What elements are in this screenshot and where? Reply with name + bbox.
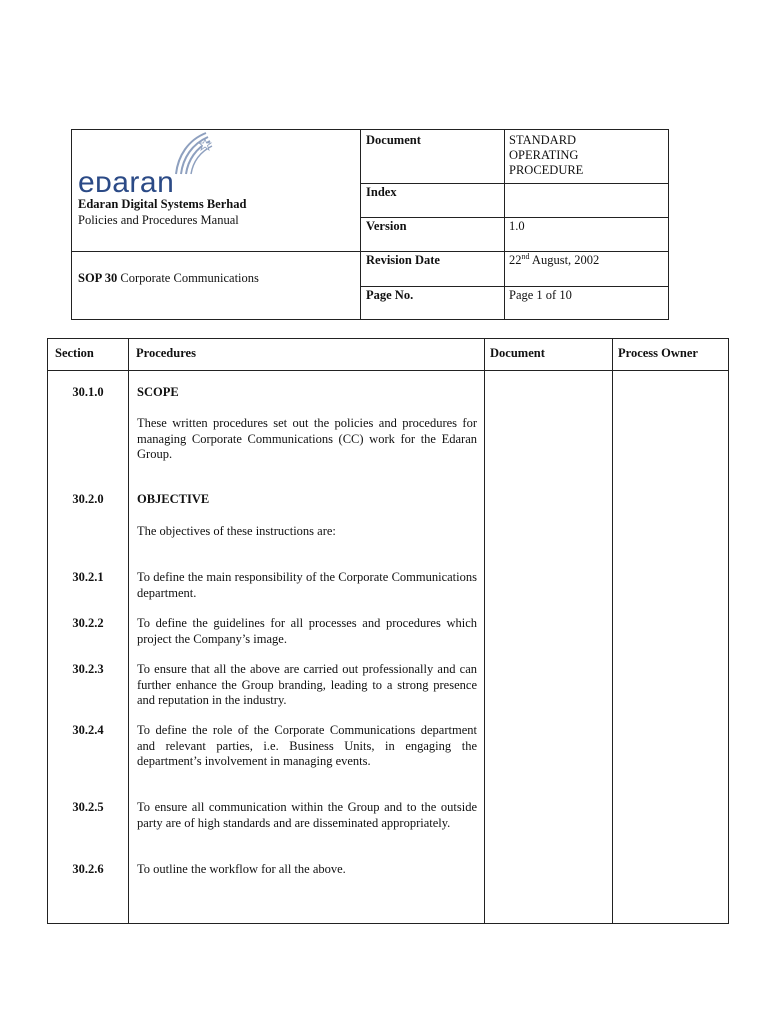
page-no-label: Page No. xyxy=(366,288,414,302)
section-text: To ensure that all the above are carried out professionally and can further enhance the Group branding, leading to a strong presence and reputation in the industry. xyxy=(137,662,477,707)
section-number: 30.2.3 xyxy=(72,662,104,676)
column-header-process-owner: Process Owner xyxy=(618,346,698,360)
section-text: To define the role of the Corporate Communications department and relevant parties, i.e. Business Units, in engaging the department’s involvement in managing events. xyxy=(137,723,477,768)
document-value: STANDARD OPERATING PROCEDURE xyxy=(509,133,584,177)
sop-title xyxy=(78,271,259,286)
section-number: 30.2.5 xyxy=(72,800,104,814)
section-heading: SCOPE xyxy=(137,385,179,399)
section-number: 30.2.0 xyxy=(72,492,104,506)
document-label: Document xyxy=(366,133,421,147)
revision-date-value: 22nd August, 2002 xyxy=(509,251,600,267)
index-label: Index xyxy=(366,185,397,199)
procedures-table xyxy=(47,338,729,924)
section-heading: OBJECTIVE xyxy=(137,492,210,506)
section-text: To outline the workflow for all the above. xyxy=(137,862,346,876)
section-text: These written procedures set out the policies and procedures for managing Corporate Communications (CC) work for the Edaran Group. xyxy=(137,416,477,461)
page-no-value: Page 1 of 10 xyxy=(509,288,572,302)
logo-swoosh-icon xyxy=(172,130,216,176)
sop-number: SOP 30 xyxy=(78,271,118,285)
column-header-procedures: Procedures xyxy=(136,346,196,360)
revision-date-label: Revision Date xyxy=(366,253,440,267)
version-value: 1.0 xyxy=(509,219,525,233)
version-label: Version xyxy=(366,219,407,233)
section-text: The objectives of these instructions are: xyxy=(137,524,336,538)
column-header-section: Section xyxy=(55,346,94,360)
section-number: 30.2.4 xyxy=(72,723,104,737)
section-text: To define the main responsibility of the Corporate Communications department. xyxy=(137,570,477,600)
section-text: To ensure all communication within the Group and to the outside party are of high standards and are disseminated appropriately. xyxy=(137,800,477,830)
company-name: Edaran Digital Systems Berhad xyxy=(78,197,247,211)
section-number: 30.2.6 xyxy=(72,862,104,876)
section-number: 30.1.0 xyxy=(72,385,104,399)
section-number: 30.2.1 xyxy=(72,570,104,584)
sop-name: Corporate Communications xyxy=(120,271,259,285)
document-header xyxy=(71,129,669,320)
section-text: To define the guidelines for all processes and procedures which project the Company’s image. xyxy=(137,616,477,646)
column-header-document: Document xyxy=(490,346,545,360)
manual-name: Policies and Procedures Manual xyxy=(78,213,239,227)
section-number: 30.2.2 xyxy=(72,616,104,630)
logo-wordmark: eᴅaran xyxy=(78,166,175,199)
